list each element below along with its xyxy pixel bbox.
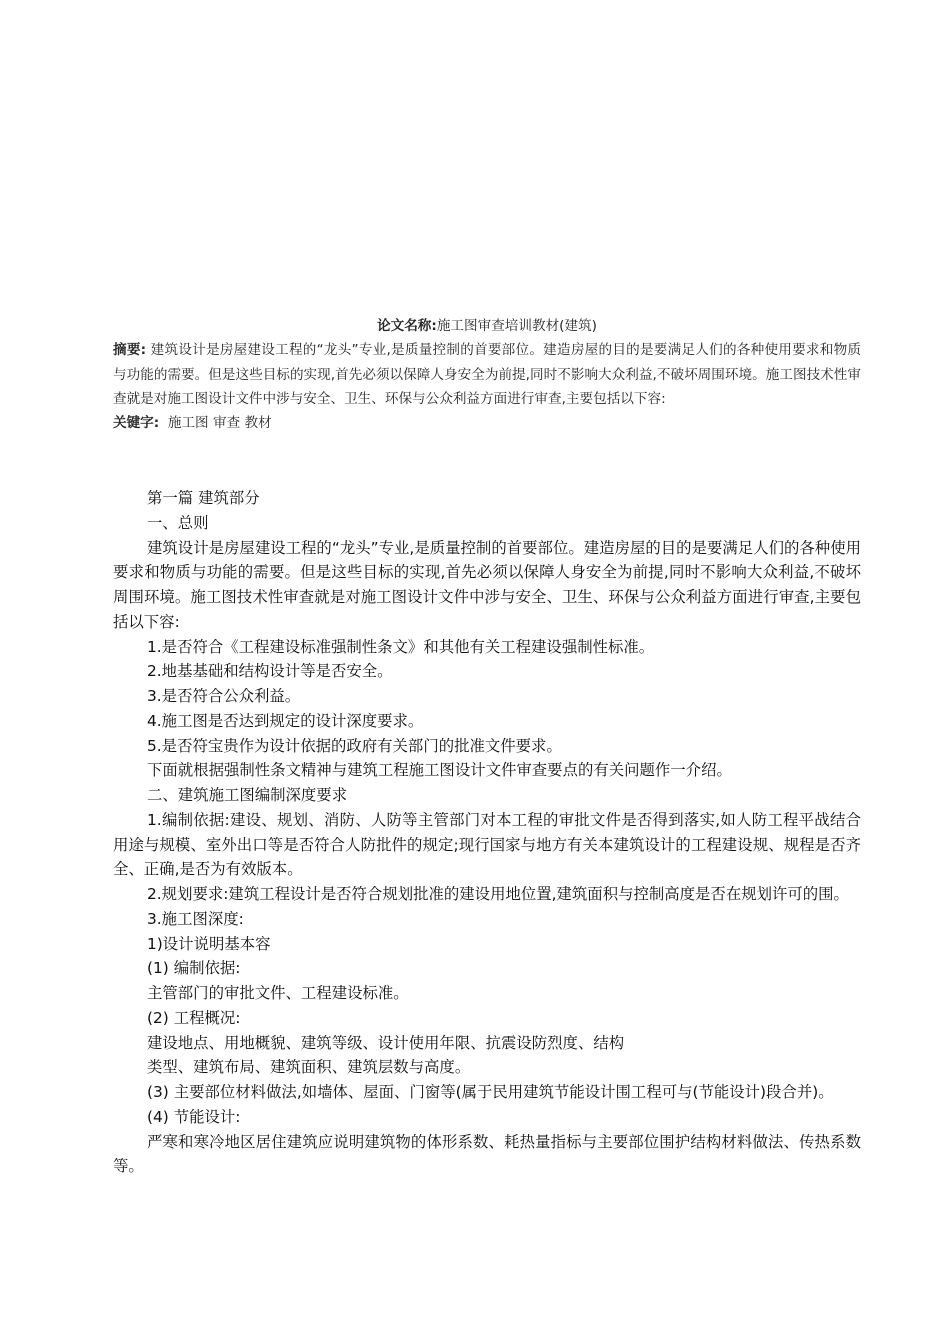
keywords-label: 关键字: bbox=[113, 415, 160, 432]
subsection-heading: (4) 节能设计: bbox=[147, 1107, 241, 1126]
document-body bbox=[113, 486, 861, 1179]
abstract bbox=[113, 338, 861, 411]
section-heading: 二、建筑施工图编制深度要求 bbox=[147, 786, 348, 804]
paragraph: 建设地点、用地概貌、建筑等级、设计使用年限、抗震设防烈度、结构 bbox=[147, 1033, 625, 1052]
title-label: 论文名称: bbox=[377, 318, 437, 334]
list-item: 4.施工图是否达到规定的设计深度要求。 bbox=[147, 711, 424, 730]
section-heading: 一、总则 bbox=[147, 513, 209, 532]
list-item: 2.地基基础和结构设计等是否安全。 bbox=[147, 662, 393, 681]
title-text: 施工图审查培训教材(建筑) bbox=[436, 318, 597, 334]
paragraph: 2.规划要求:建筑工程设计是否符合规划批准的建设用地位置,建筑面积与控制高度是否在规划许可的围。 bbox=[147, 885, 849, 903]
paragraph: 3.施工图深度: bbox=[147, 909, 244, 928]
abstract-label: 摘要: bbox=[113, 342, 147, 359]
list-item: 5.是否符宝贵作为设计依据的政府有关部门的批准文件要求。 bbox=[147, 736, 562, 755]
subsection-heading: (1) 编制依据: bbox=[147, 959, 241, 978]
paragraph: 主管部门的审批文件、工程建设标准。 bbox=[147, 984, 409, 1002]
paragraph: 下面就根据强制性条文精神与建筑工程施工图设计文件审查要点的有关问题作一介绍。 bbox=[147, 761, 732, 780]
part-title: 第一篇 建筑部分 bbox=[147, 489, 260, 507]
paragraph: 建筑设计是房屋建设工程的“龙头”专业,是质量控制的首要部位。建造房屋的目的是要满足人们的各种使用要求和物质与功能的需要。但是这些目标的实现,首先必须以保障人身安全为前提,同时不影响大众利益,不破坏周围环境。施工图技术性审查就是对施工图设计文件中涉与安全、卫生、环保与公众利益方面进行审查,主要包括以下容: bbox=[113, 538, 861, 631]
keywords-text: 施工图 审查 教材 bbox=[167, 415, 272, 432]
paragraph: (3) 主要部位材料做法,如墙体、屋面、门窗等(属于民用建筑节能设计围工程可与(节能设计)段合并)。 bbox=[147, 1083, 834, 1101]
subsection-heading: 1)设计说明基本容 bbox=[147, 934, 271, 953]
list-item: 1.是否符合《工程建设标准强制性条文》和其他有关工程建设强制性标准。 bbox=[147, 637, 655, 656]
paper-title bbox=[113, 314, 861, 338]
paragraph: 严寒和寒冷地区居住建筑应说明建筑物的体形系数、耗热量指标与主要部位围护结构材料做法、传热系数等。 bbox=[113, 1132, 861, 1176]
subsection-heading: (2) 工程概况: bbox=[147, 1008, 241, 1027]
list-item: 3.是否符合公众利益。 bbox=[147, 687, 301, 705]
paragraph: 1.编制依据:建设、规划、消防、人防等主管部门对本工程的审批文件是否得到落实,如人防工程平战结合用途与规模、室外出口等是否符合人防批件的规定;现行国家与地方有关本建筑设计的工程建设规、规程是否齐全、正确,是否为有效版本。 bbox=[113, 810, 861, 879]
keywords bbox=[113, 411, 861, 435]
paragraph: 类型、建筑布局、建筑面积、建筑层数与高度。 bbox=[147, 1058, 471, 1077]
paper-header bbox=[113, 314, 861, 435]
abstract-text: 建筑设计是房屋建设工程的“龙头”专业,是质量控制的首要部位。建造房屋的目的是要满足人们的各种使用要求和物质与功能的需要。但是这些目标的实现,首先必须以保障人身安全为前提,同时不影响大众利益,不破坏周围环境。施工图技术性审查就是对施工图设计文件中涉与安全、卫生、环保与公众利益方面进行审查,主要包括以下容: bbox=[113, 342, 862, 407]
